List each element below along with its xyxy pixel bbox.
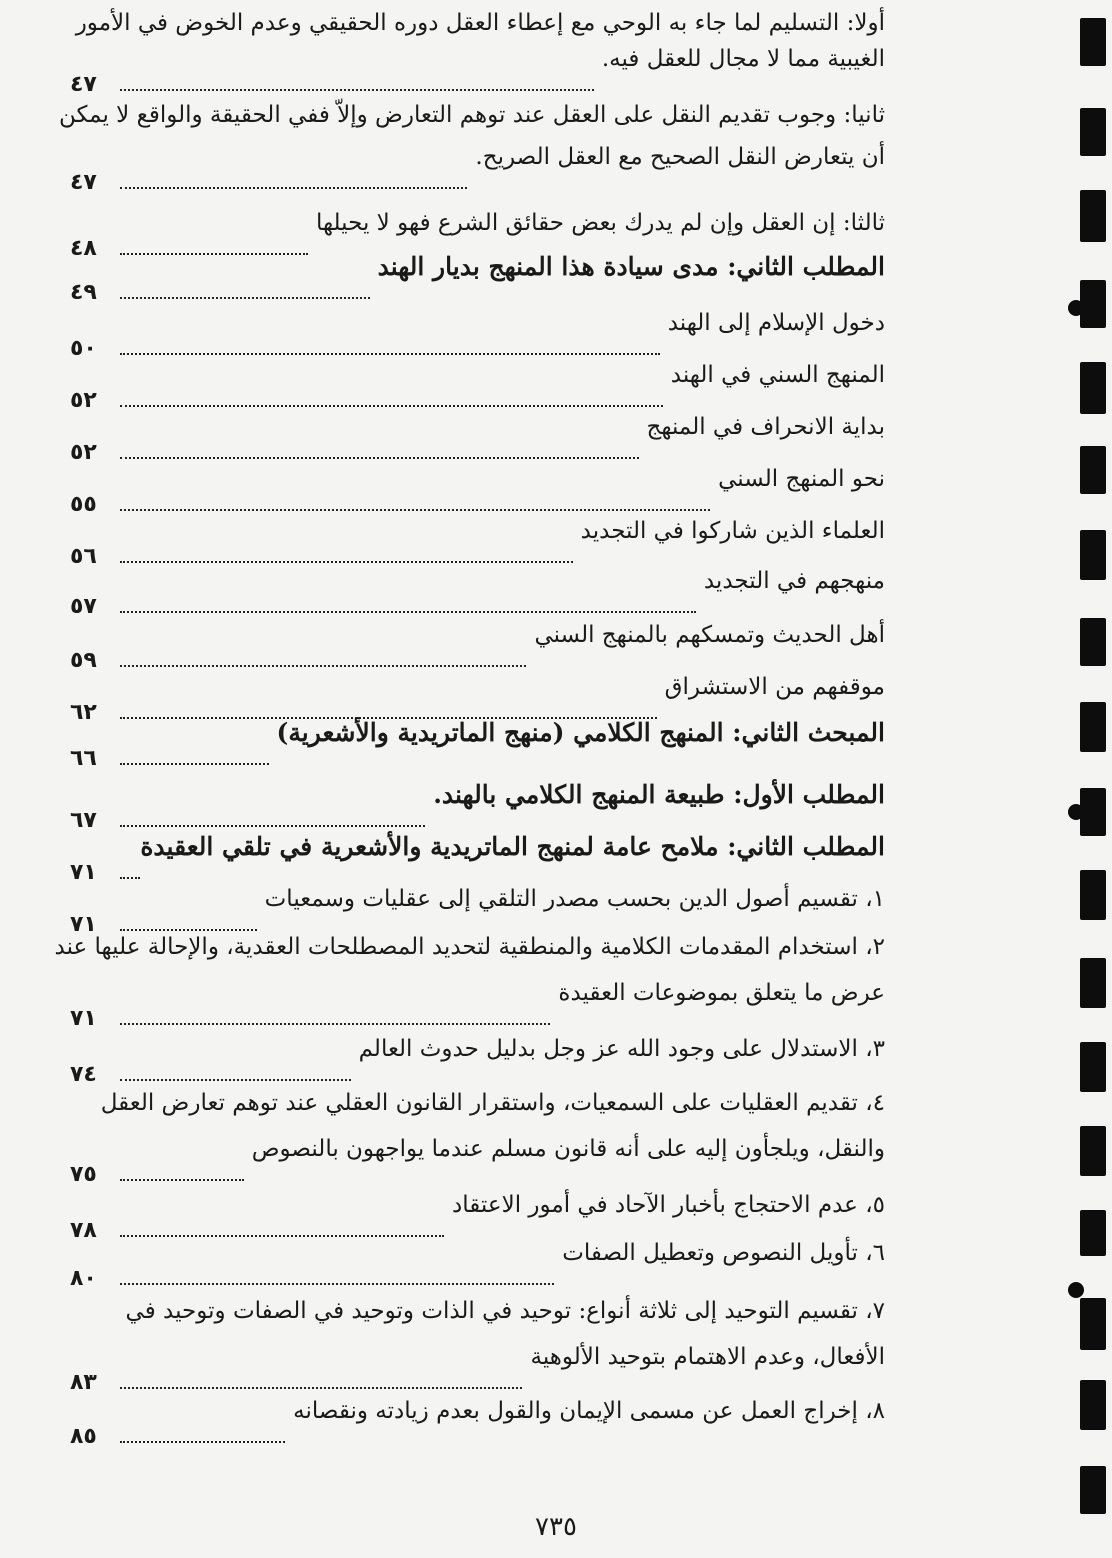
toc-entry xyxy=(70,464,885,517)
toc-entry-page: ٨٠ xyxy=(70,1266,97,1291)
toc-entry-title: ثالثا: إن العقل وإن لم يدرك بعض حقائق الشرع فهو لا يحيلها xyxy=(315,210,885,236)
toc-entry-title: ٦، تأويل النصوص وتعطيل الصفات xyxy=(562,1240,885,1266)
toc-entry xyxy=(70,1134,885,1187)
leader-dots xyxy=(120,762,269,765)
toc-entry xyxy=(70,360,885,413)
toc-entry-title: المطلب الثاني: مدى سيادة هذا المنهج بديار الهند xyxy=(377,252,885,281)
toc-entry xyxy=(70,566,885,619)
toc-entry xyxy=(70,142,885,195)
toc-entry-title: العلماء الذين شاركوا في التجديد xyxy=(580,518,885,544)
toc-entry-page: ٤٩ xyxy=(70,280,97,305)
toc-entry-page: ٥٢ xyxy=(70,388,97,413)
toc-entry xyxy=(70,832,885,885)
toc-entry xyxy=(70,308,885,361)
toc-entry xyxy=(70,252,885,305)
toc-entry-title: المطلب الثاني: ملامح عامة لمنهج الماتريدية والأشعرية في تلقي العقيدة xyxy=(140,832,885,861)
leader-dots xyxy=(120,824,425,827)
toc-entry-title: الأفعال، وعدم الاهتمام بتوحيد الألوهية xyxy=(530,1344,885,1370)
toc-entry-title: المبحث الثاني: المنهج الكلامي (منهج الماتريدية والأشعرية) xyxy=(276,718,885,747)
leader-dots xyxy=(120,876,140,879)
binding-bar xyxy=(1080,530,1106,580)
toc-entry-title: المنهج السني في الهند xyxy=(670,362,885,388)
binding-bar xyxy=(1080,446,1106,494)
leader-dots xyxy=(120,352,660,355)
toc-entry-title: دخول الإسلام إلى الهند xyxy=(667,310,885,336)
toc-entry-title: بداية الانحراف في المنهج xyxy=(646,414,885,440)
binding-bar xyxy=(1080,702,1106,752)
toc-entry xyxy=(70,1396,885,1449)
toc-entry-page: ٦٢ xyxy=(70,700,97,725)
page-number: ٧٣٥ xyxy=(535,1512,577,1542)
toc-entry-page: ٥٢ xyxy=(70,440,97,465)
toc-entry xyxy=(70,1034,885,1087)
toc-entry-title: والنقل، ويلجأون إليه على أنه قانون مسلم عندما يواجهون بالنصوص xyxy=(251,1136,885,1162)
toc-entry xyxy=(70,1342,885,1395)
toc-entry-title: ١، تقسيم أصول الدين بحسب مصدر التلقي إلى عقليات وسمعيات xyxy=(264,886,885,912)
binding-bar xyxy=(1080,870,1106,920)
toc-entry xyxy=(70,1190,885,1243)
toc-entry xyxy=(70,672,885,725)
binding-bar xyxy=(1080,280,1106,328)
leader-dots xyxy=(120,1440,285,1443)
toc-entry xyxy=(70,718,885,771)
binding-marks xyxy=(1072,0,1112,1558)
toc-entry-page: ٥٥ xyxy=(70,492,97,517)
leader-dots xyxy=(120,928,257,931)
toc-entry-page: ٥٧ xyxy=(70,594,97,619)
toc-entry-title: ٣، الاستدلال على وجود الله عز وجل بدليل حدوث العالم xyxy=(358,1036,885,1062)
leader-dots xyxy=(120,186,467,189)
binding-bar xyxy=(1080,190,1106,242)
leader-dots xyxy=(120,610,696,613)
toc-entry-page: ٧٥ xyxy=(70,1162,97,1187)
leader-dots xyxy=(120,1234,444,1237)
toc-entry-title: الغيبية مما لا مجال للعقل فيه. xyxy=(601,46,885,72)
toc-entry-title: نحو المنهج السني xyxy=(718,466,885,492)
toc-entry xyxy=(70,516,885,569)
binding-bar xyxy=(1080,108,1106,156)
toc-entry-page: ٥٠ xyxy=(70,336,97,361)
punch-hole xyxy=(1068,804,1084,820)
toc-entry-page: ٤٨ xyxy=(70,236,97,261)
leader-dots xyxy=(120,1078,351,1081)
toc-entry xyxy=(54,932,885,982)
toc-entry-title: ٥، عدم الاحتجاج بأخبار الآحاد في أمور الاعتقاد xyxy=(452,1192,885,1218)
binding-bar xyxy=(1080,1466,1106,1514)
toc-entry xyxy=(70,884,885,937)
binding-bar xyxy=(1080,1042,1106,1092)
toc-entry-title: ٧، تقسيم التوحيد إلى ثلاثة أنواع: توحيد في الذات وتوحيد في الصفات وتوحيد في xyxy=(125,1298,885,1324)
toc-entry-page: ٨٣ xyxy=(70,1370,97,1395)
toc-entry-page: ٨٥ xyxy=(70,1424,97,1449)
leader-dots xyxy=(120,1386,522,1389)
toc-entry-title: أن يتعارض النقل الصحيح مع العقل الصريح. xyxy=(475,144,885,170)
toc-entry-title: ٢، استخدام المقدمات الكلامية والمنطقية لتحديد المصطلحات العقدية، والإحالة عليها عند xyxy=(54,934,885,960)
toc-entry-title: أولا: التسليم لما جاء به الوحي مع إعطاء العقل دوره الحقيقي وعدم الخوض في الأمور xyxy=(75,10,885,36)
toc-entry-page: ٦٧ xyxy=(70,808,97,833)
toc-entry xyxy=(70,44,885,97)
binding-bar xyxy=(1080,958,1106,1008)
toc-entry-page: ٧٨ xyxy=(70,1218,97,1243)
toc-entry-title: ثانيا: وجوب تقديم النقل على العقل عند توهم التعارض وإلاّ ففي الحقيقة والواقع لا يمكن xyxy=(58,102,885,128)
binding-bar xyxy=(1080,18,1106,66)
toc-entry xyxy=(70,412,885,465)
toc-entry-page: ٧١ xyxy=(70,912,97,937)
leader-dots xyxy=(120,296,370,299)
toc-entry-title: ٨، إخراج العمل عن مسمى الإيمان والقول بعدم زيادته ونقصانه xyxy=(293,1398,885,1424)
leader-dots xyxy=(120,508,710,511)
punch-hole xyxy=(1068,300,1084,316)
toc-entry-title: المطلب الأول: طبيعة المنهج الكلامي بالهند. xyxy=(433,780,885,809)
leader-dots xyxy=(120,1178,244,1181)
toc-entry-page: ٥٦ xyxy=(70,544,97,569)
toc-entry xyxy=(70,208,885,261)
toc-entry-title: منهجهم في التجديد xyxy=(703,568,885,594)
toc-entry xyxy=(70,780,885,833)
toc-entry-title: ٤، تقديم العقليات على السمعيات، واستقرار القانون العقلي عند توهم تعارض العقل xyxy=(100,1090,885,1116)
toc-entry-page: ٧١ xyxy=(70,860,97,885)
leader-dots xyxy=(120,1022,550,1025)
binding-bar xyxy=(1080,362,1106,414)
leader-dots xyxy=(120,88,594,91)
leader-dots xyxy=(120,404,663,407)
leader-dots xyxy=(120,560,573,563)
punch-hole xyxy=(1068,1282,1084,1298)
toc-entry-page: ٧٤ xyxy=(70,1062,97,1087)
binding-bar xyxy=(1080,1126,1106,1176)
binding-bar xyxy=(1080,618,1106,666)
toc-entry xyxy=(70,978,885,1031)
toc-entry-page: ٦٦ xyxy=(70,746,97,771)
toc-entry-page: ٤٧ xyxy=(70,170,97,195)
binding-bar xyxy=(1080,1210,1106,1256)
toc-entry xyxy=(70,1296,885,1346)
toc-entry-page: ٤٧ xyxy=(70,72,97,97)
toc-entry xyxy=(70,1238,885,1291)
toc-entry-title: أهل الحديث وتمسكهم بالمنهج السني xyxy=(534,622,885,648)
toc-entry-title: موقفهم من الاستشراق xyxy=(664,674,885,700)
toc-entry xyxy=(70,1088,885,1138)
toc-entry-page: ٧١ xyxy=(70,1006,97,1031)
toc-entry xyxy=(70,620,885,673)
toc-entry-title: عرض ما يتعلق بموضوعات العقيدة xyxy=(558,980,885,1006)
leader-dots xyxy=(120,664,526,667)
leader-dots xyxy=(120,456,639,459)
binding-bar xyxy=(1080,1380,1106,1430)
leader-dots xyxy=(120,1282,554,1285)
toc-entry-page: ٥٩ xyxy=(70,648,97,673)
binding-bar xyxy=(1080,1298,1106,1350)
